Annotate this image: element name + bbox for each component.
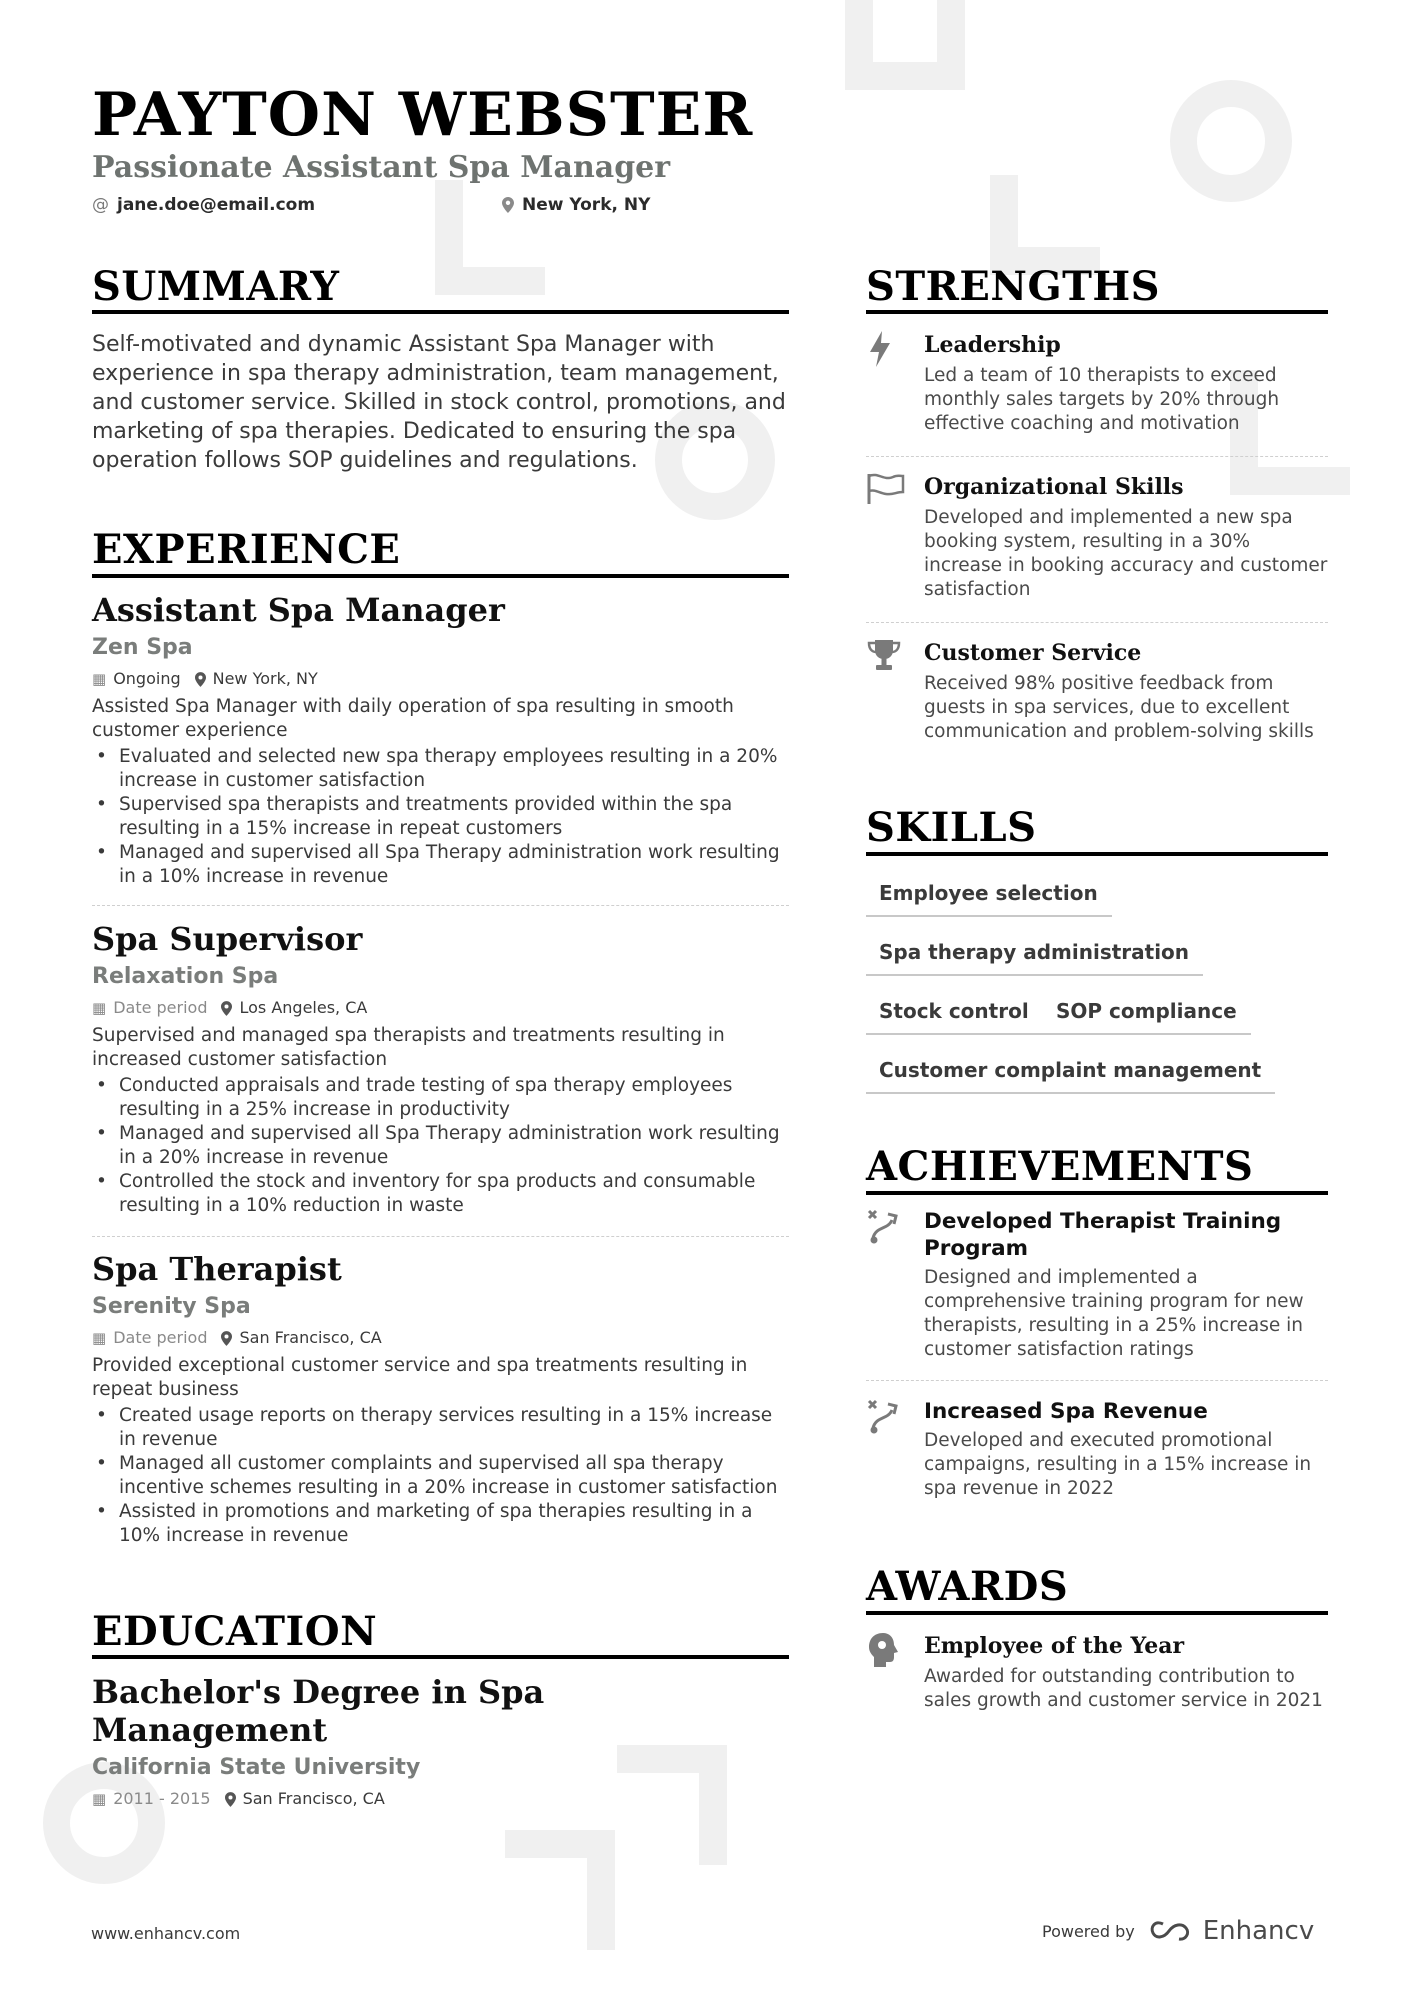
section-rule — [866, 1191, 1328, 1195]
section-rule — [866, 852, 1328, 856]
candidate-title: Passionate Assistant Spa Manager — [92, 150, 671, 185]
job-date: Ongoing — [113, 669, 181, 688]
email-text: jane.doe@email.com — [117, 195, 316, 215]
location-text: New York, NY — [522, 195, 651, 215]
decorative-shape — [845, 0, 965, 90]
section-rule — [866, 310, 1328, 314]
achievement-item — [866, 1208, 1328, 1368]
section-rule — [92, 310, 789, 314]
bullet-item: • Evaluated and selected new spa therapy employees resulting in a 20% increase in customer satisfaction — [92, 745, 789, 793]
achievement-title: Developed Therapist Training Program — [924, 1209, 1282, 1261]
degree-title: Bachelor's Degree in Spa Management — [92, 1673, 545, 1749]
section-rule — [92, 574, 789, 578]
trophy-icon — [866, 638, 906, 678]
achievement-item — [866, 1398, 1328, 1508]
education-meta — [92, 1787, 789, 1811]
award-text: Awarded for outstanding contribution to sales growth and customer service in 2021 — [924, 1666, 1323, 1711]
job-location: New York, NY — [212, 669, 318, 688]
awards-heading: AWARDS — [866, 1563, 1069, 1610]
strength-text: Led a team of 10 therapists to exceed monthly sales targets by 20% through effective coaching and motivation — [924, 365, 1280, 434]
company-name: Relaxation Spa — [92, 964, 279, 989]
bullet-item: • Managed and supervised all Spa Therapy administration work resulting in a 20% increase in revenue — [92, 1122, 789, 1170]
job-title: Assistant Spa Manager — [92, 591, 505, 629]
job-description: Assisted Spa Manager with daily operation of spa resulting in smooth customer experience — [92, 696, 734, 741]
award-title: Employee of the Year — [924, 1633, 1185, 1659]
job-location: San Francisco, CA — [239, 1328, 382, 1347]
bullet-item: • Assisted in promotions and marketing of spa therapies resulting in a 10% increase in revenue — [92, 1500, 789, 1548]
decorative-shape — [1170, 80, 1292, 202]
job-date: Date period — [113, 1328, 208, 1347]
calendar-icon: ▦ — [92, 999, 107, 1017]
summary-section — [92, 330, 789, 475]
location-pin-icon — [502, 197, 514, 213]
brand-name: Enhancv — [1202, 1916, 1315, 1946]
job-meta — [92, 667, 789, 691]
bullet-item: • Supervised spa therapists and treatments provided within the spa resulting in a 15% increase in repeat customers — [92, 793, 789, 841]
education-entry — [92, 1673, 789, 1811]
strength-title: Leadership — [924, 332, 1061, 358]
job-bullets — [92, 1074, 789, 1218]
bullet-item: • Created usage reports on therapy services resulting in a 15% increase in revenue — [92, 1404, 789, 1452]
contact-location — [502, 195, 650, 215]
divider — [866, 622, 1328, 623]
head-icon — [866, 1631, 906, 1671]
strength-item — [866, 330, 1328, 450]
footer-website-link[interactable]: www.enhancv.com — [91, 1924, 241, 1943]
section-rule — [866, 1611, 1328, 1615]
location-pin-icon — [221, 1331, 232, 1346]
summary-text: Self-motivated and dynamic Assistant Spa Manager with experience in spa therapy administration, team management, and customer service. Skilled in stock control, promotions, and marketing of spa therapies. Dedicated to ensuring the spa operation follows SOP guidelines and regulations. — [92, 332, 786, 473]
bullet-item: • Controlled the stock and inventory for spa products and consumable resulting in a 10% reduction in waste — [92, 1170, 789, 1218]
brand-logo — [1149, 1916, 1314, 1946]
strength-text: Received 98% positive feedback from guests in spa services, due to excellent communication and problem-solving skills — [924, 673, 1314, 742]
strength-item — [866, 638, 1328, 758]
section-rule — [92, 1655, 789, 1659]
bullet-item: • Conducted appraisals and trade testing of spa therapy employees resulting in a 25% increase in productivity — [92, 1074, 789, 1122]
strength-title: Customer Service — [924, 640, 1142, 666]
decorative-shape — [990, 175, 1100, 275]
achievement-title: Increased Spa Revenue — [924, 1399, 1208, 1424]
award-item — [866, 1631, 1328, 1721]
job-entry — [92, 1250, 789, 1548]
skill-tag: SOP compliance — [1043, 997, 1251, 1035]
company-name: Serenity Spa — [92, 1294, 251, 1319]
experience-heading: EXPERIENCE — [92, 526, 401, 573]
calendar-icon: ▦ — [92, 1790, 107, 1808]
enhancv-logo-icon — [1149, 1918, 1195, 1944]
job-description: Supervised and managed spa therapists and treatments resulting in increased customer satisfaction — [92, 1025, 725, 1070]
divider — [866, 456, 1328, 457]
job-meta — [92, 1326, 789, 1350]
divider — [92, 905, 789, 906]
flag-icon — [866, 472, 906, 512]
strategy-icon — [866, 1398, 906, 1438]
education-date: 2011 - 2015 — [113, 1789, 211, 1808]
location-pin-icon — [221, 1001, 232, 1016]
at-icon: @ — [92, 195, 109, 215]
divider — [92, 1236, 789, 1237]
skill-tag: Customer complaint management — [866, 1056, 1275, 1094]
strategy-icon — [866, 1208, 906, 1248]
school-name: California State University — [92, 1755, 421, 1780]
divider — [866, 1380, 1328, 1381]
strength-title: Organizational Skills — [924, 474, 1184, 500]
job-bullets — [92, 745, 789, 889]
skill-tag: Employee selection — [866, 879, 1112, 917]
strength-text: Developed and implemented a new spa booking system, resulting in a 30% increase in booking accuracy and customer satisfaction — [924, 507, 1328, 600]
contact-email[interactable] — [92, 195, 315, 215]
lightning-icon — [866, 330, 906, 370]
job-date: Date period — [113, 998, 208, 1017]
bullet-item: • Managed all customer complaints and supervised all spa therapy incentive schemes resulting in a 20% increase in customer satisfaction — [92, 1452, 789, 1500]
education-heading: EDUCATION — [92, 1608, 378, 1655]
decorative-shape — [505, 1830, 615, 1950]
location-pin-icon — [195, 672, 206, 687]
achievements-heading: ACHIEVEMENTS — [866, 1143, 1254, 1190]
strengths-heading: STRENGTHS — [866, 263, 1161, 310]
achievement-text: Designed and implemented a comprehensive training program for new therapists, resulting in a 25% increase in customer satisfaction ratings — [924, 1267, 1304, 1360]
achievement-text: Developed and executed promotional campaigns, resulting in a 15% increase in spa revenue in 2022 — [924, 1430, 1312, 1499]
candidate-name: PAYTON WEBSTER — [92, 80, 754, 150]
skill-tag: Spa therapy administration — [866, 938, 1203, 976]
powered-by-label: Powered by — [1042, 1921, 1135, 1941]
job-description: Provided exceptional customer service and spa treatments resulting in repeat business — [92, 1355, 748, 1400]
bullet-item: • Managed and supervised all Spa Therapy administration work resulting in a 10% increase in revenue — [92, 841, 789, 889]
job-title: Spa Therapist — [92, 1250, 342, 1288]
calendar-icon: ▦ — [92, 1329, 107, 1347]
job-title: Spa Supervisor — [92, 920, 363, 958]
job-meta — [92, 996, 789, 1020]
job-entry — [92, 920, 789, 1218]
summary-heading: SUMMARY — [92, 263, 340, 310]
footer-branding[interactable] — [1042, 1916, 1314, 1946]
education-location: San Francisco, CA — [242, 1789, 385, 1808]
job-location: Los Angeles, CA — [239, 998, 368, 1017]
job-entry — [92, 591, 789, 889]
location-pin-icon — [225, 1792, 236, 1807]
skill-tag: Stock control — [866, 997, 1043, 1035]
job-bullets — [92, 1404, 789, 1548]
strength-item — [866, 472, 1328, 612]
calendar-icon: ▦ — [92, 670, 107, 688]
skills-heading: SKILLS — [866, 804, 1037, 851]
company-name: Zen Spa — [92, 635, 193, 660]
